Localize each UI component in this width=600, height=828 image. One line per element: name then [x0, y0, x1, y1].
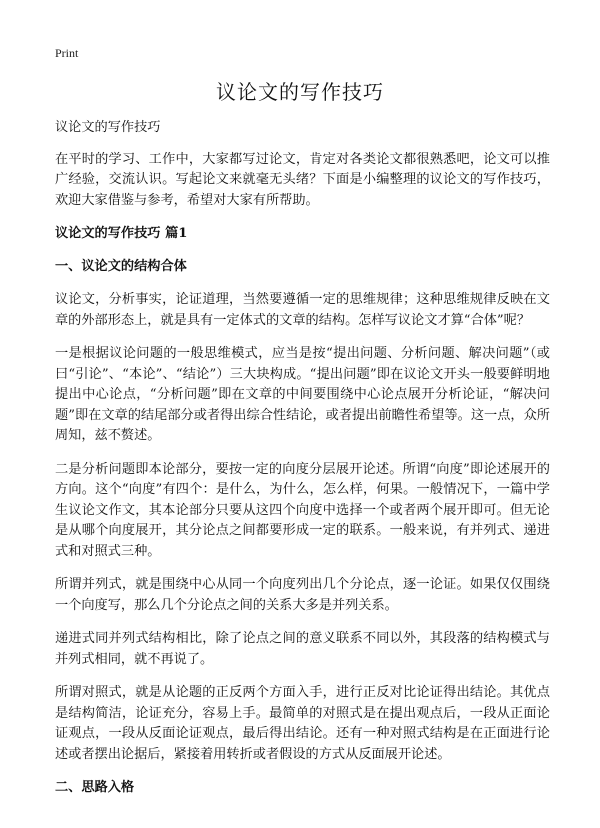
document-subtitle: 议论文的写作技巧: [55, 120, 161, 135]
body-paragraph: 递进式同并列式结构相比，除了论点之间的意义联系不同以外，其段落的结构模式与并列式相同，就不再说了。: [55, 631, 550, 667]
body-paragraph: 议论文，分析事实，论证道理，当然要遵循一定的思维规律；这种思维规律反映在文章的外部形态上，就是具有一定体式的文章的结构。怎样写议论文才算“合体”呢？: [55, 292, 550, 328]
body-paragraph: 一是根据议论问题的一般思维模式，应当是按“提出问题、分析问题、解决问题”（或曰“引论”、“本论”、“结论”）三大块构成。“提出问题”即在议论文开头一般要鲜明地提出中心论点，“分析问题”即在文章的中间要围绕中心论点展开分析论证，“解决问题”即在文章的结尾部分或者得出综合性结论，或者提出前瞻性希望等。这一点，众所周知，兹不赘述。: [55, 346, 550, 443]
body-paragraph: 二是分析问题即本论部分，要按一定的向度分层展开论述。所谓“向度”即论述展开的方向。这个“向度”有四个：是什么，为什么，怎么样，何果。一般情况下，一篇中学生议论文作文，其本论部分只要从这四个向度中选择一个或者两个展开即可。但无论是从哪个向度展开，其分论点之间都要形成一定的联系。一般来说，有并列式、递进式和对照式三种。: [55, 461, 550, 559]
section-heading: 议论文的写作技巧 篇1: [55, 226, 188, 241]
document-body: [55, 118, 550, 811]
intro-paragraph: 在平时的学习、工作中，大家都写过论文，肯定对各类论文都很熟悉吧，论文可以推广经验，交流认识。写起论文来就毫无头绪？下面是小编整理的议论文的写作技巧，欢迎大家借鉴与参考，希望对大家有所帮助。: [55, 151, 550, 208]
part1-heading: 一、议论文的结构合体: [55, 259, 187, 274]
body-paragraph: 所谓并列式，就是围绕中心从同一个向度列出几个分论点，逐一论证。如果仅仅围绕一个向度写，那么几个分论点之间的关系大多是并列关系。: [55, 577, 550, 613]
body-paragraph: 所谓对照式，就是从论题的正反两个方面入手，进行正反对比论证得出结论。其优点是结构简洁，论证充分，容易上手。最简单的对照式是在提出观点后，一段从正面论证观点，一段从反面论证观点，最后得出结论。还有一种对照式结构是在正面进行论述或者摆出论据后，紧接着用转折或者假设的方式从反面展开论述。: [55, 685, 550, 762]
part2-heading: 二、思路入格: [55, 780, 135, 795]
document-title: 议论文的写作技巧: [216, 80, 384, 104]
print-label: Print: [55, 46, 79, 60]
